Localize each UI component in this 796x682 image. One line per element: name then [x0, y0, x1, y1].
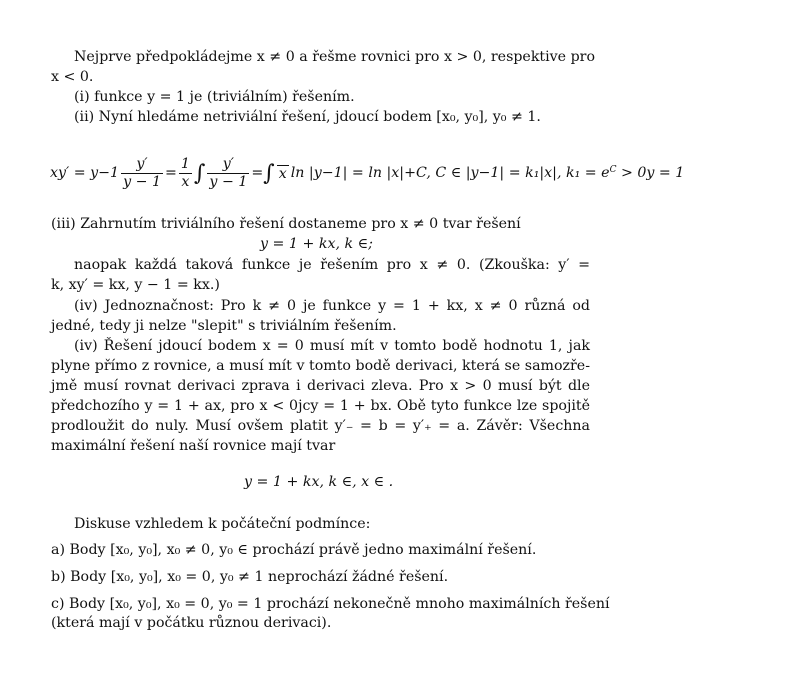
fraction-denominator: y − 1	[123, 174, 162, 190]
fraction-numerator: y′	[207, 156, 249, 174]
equation-part-logarithm: ln |y−1| = ln |x|+C, C ∈ |y−1| = k₁|x|, k₁ = e	[290, 165, 610, 181]
case-a: a) Body [x₀, y₀], x₀ ≠ 0, y₀ ∈ prochází právě jedno maximální řešení.	[51, 542, 537, 558]
solution-at-zero-line-3: jmě musí rovnat derivaci zprava i derivaci zleva. Pro x > 0 musí být dle	[51, 378, 590, 394]
equation-part-lhs: xy′ = y−1	[50, 165, 120, 181]
item-i: (i) funkce y = 1 je (triviálním) řešením.	[74, 89, 355, 105]
equation-part-tail: > 0y = 1	[616, 165, 685, 181]
fraction-denominator: x	[181, 174, 190, 190]
uniqueness-line-2: jedné, tedy ji nelze "slepit" s triviálním řešením.	[51, 318, 397, 334]
fraction-over-x	[277, 165, 289, 183]
solution-at-zero-line-4: předchozího y = 1 + ax, pro x < 0jcy = 1 + bx. Obě tyto funkce lze spojitě	[51, 398, 590, 414]
solution-at-zero-line-6: maximální řešení naší rovnice mají tvar	[51, 438, 336, 454]
case-c-line-2: (která mají v počátku různou derivaci).	[51, 615, 332, 631]
display-equation	[50, 156, 790, 204]
item-ii: (ii) Nyní hledáme netriviální řešení, jdoucí bodem [x₀, y₀], y₀ ≠ 1.	[74, 109, 541, 125]
fraction-numerator: y′	[121, 156, 163, 174]
fraction-y-prime-over-y-minus-1	[121, 156, 163, 191]
fraction-denominator: y − 1	[209, 174, 248, 190]
integral-sign: ∫	[263, 161, 275, 186]
formula-general-solution: y = 1 + kx, k ∈;	[260, 236, 373, 252]
uniqueness-line-1: (iv) Jednoznačnost: Pro k ≠ 0 je funkce y = 1 + kx, x ≠ 0 různá od	[74, 298, 590, 314]
equals-sign: =	[251, 165, 264, 181]
integral-sign: ∫	[193, 161, 206, 186]
converse-line-2: k, xy′ = kx, y − 1 = kx.)	[51, 277, 220, 293]
item-iii: (iii) Zahrnutím triviálního řešení dostaneme pro x ≠ 0 tvar řešení	[51, 216, 521, 232]
equals-sign: =	[165, 165, 177, 181]
fraction-y-prime-over-y-minus-1-integrand	[207, 156, 249, 191]
case-c-line-1: c) Body [x₀, y₀], x₀ = 0, y₀ = 1 prochází nekonečně mnoho maximálních řešení	[51, 596, 610, 612]
paragraph-intro-line-2: x < 0.	[51, 69, 94, 85]
solution-at-zero-line-1: (iv) Řešení jdoucí bodem x = 0 musí mít v tomto bodě hodnotu 1, jak	[74, 338, 590, 354]
fraction-numerator: 1	[180, 156, 190, 172]
solution-at-zero-line-2: plyne přímo z rovnice, a musí mít v tomto bodě derivaci, která se samozře-	[51, 358, 590, 374]
solution-at-zero-line-5: prodloužit do nuly. Musí ovšem platit y′₋ = b = y′₊ = a. Závěr: Všechna	[51, 418, 590, 434]
exponent-c: C	[609, 164, 617, 175]
converse-line-1: naopak každá taková funkce je řešením pro x ≠ 0. (Zkouška: y′ =	[74, 257, 590, 273]
fraction-denominator: x	[278, 165, 287, 182]
case-b: b) Body [x₀, y₀], x₀ = 0, y₀ ≠ 1 neprochází žádné řešení.	[51, 569, 449, 585]
fraction-1-over-x	[179, 156, 192, 191]
paragraph-intro-line-1: Nejprve předpokládejme x ≠ 0 a řešme rovnici pro x > 0, respektive pro	[74, 49, 595, 65]
formula-maximal-solutions: y = 1 + kx, k ∈, x ∈ .	[244, 474, 394, 490]
discussion-heading: Diskuse vzhledem k počáteční podmínce:	[74, 516, 371, 532]
